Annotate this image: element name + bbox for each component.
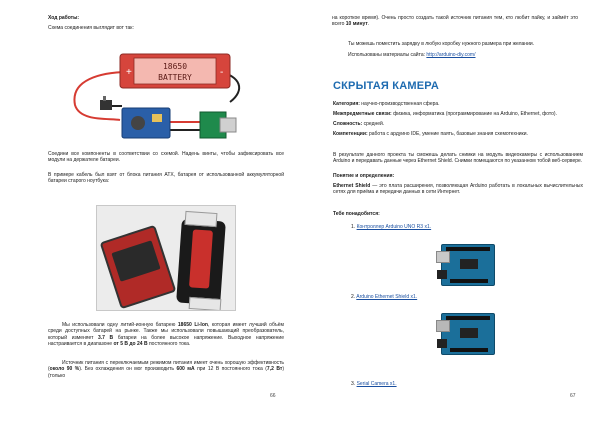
right-page [300, 0, 600, 424]
list-item: 2. Arduino Ethernet Shield x1. [351, 294, 418, 300]
used-paragraph: Мы использовали одну литий-ионную батарею 18650 Li-Ion, которая имеет лучший объём среди доступных батарей на рынке. Также мы использовали повышающий преобразователь, который изменяет 3.7 В батареи на более высокое напряжение. Выходное напряжение настраивается в диапазоне от 5 В до 24 В постоянного тока. [48, 322, 285, 348]
list-item: 1. Контроллер Arduino UNO R3 x1. [351, 224, 432, 230]
page-number-left: 66 [270, 393, 276, 399]
holder-cap-bottom [189, 297, 222, 311]
switch-lever [103, 96, 106, 101]
battery-cell [189, 229, 213, 288]
charger-photo [96, 205, 236, 311]
battery-line2: BATTERY [158, 73, 192, 82]
difficulty-line: Сложность: средней. [333, 121, 385, 127]
page-number-right: 67 [570, 393, 576, 399]
work-heading: Ход работы: [48, 15, 80, 21]
source-paragraph: Источник питания с переключаемым режимом питания имеет очень хорошую эффективность (около 90 %). Без охлаждения он мог производить 600 мА при 12 В постоянного тока (7,2 Вт) (только [48, 360, 285, 379]
materials-line: Использованы материалы сайта: http://arduino-diy.com/ [348, 52, 476, 58]
section-title: СКРЫТАЯ КАМЕРА [333, 80, 439, 92]
cable-paragraph: В примере кабель был взят от блока питания ATX, батарея от использованной аккумуляторной батареи старого ноутбука: [48, 172, 284, 185]
converter-pot [152, 114, 162, 122]
competencies-line: Компетенции: работа с ардуино IDE, умение паять, базовые знания схемотехники. [333, 131, 528, 137]
ethernet-shield-image [441, 313, 495, 355]
battery-plus: + [126, 67, 132, 78]
battery-line1: 18650 [162, 62, 188, 71]
battery-minus: - [220, 67, 224, 78]
usb-port [220, 118, 236, 132]
switch [100, 100, 112, 110]
wiring-diagram [60, 50, 250, 150]
concepts-heading: Понятие и определения: [333, 173, 395, 179]
boost-converter [122, 108, 170, 138]
need-heading: Тебе понадобится: [333, 211, 380, 217]
ethernet-paragraph: Ethernet Shield — это плата расширения, позволяющая Arduino работать в локальных вычислительных сетях для приёма и передачи данных в сети Интернет. [333, 183, 583, 196]
case-paragraph: Ты можешь поместить зарядку в любую коробку нужного размера при желании. [348, 41, 535, 47]
item-link[interactable]: Arduino Ethernet Shield x1. [356, 294, 418, 300]
scheme-caption: Схема соединения выглядит вот так: [48, 25, 134, 31]
holder-cap-top [185, 211, 218, 227]
connect-paragraph: Соедини все компоненты в соответствии со схемой. Надень винты, чтобы зафиксировать все модули на держателе батареи. [48, 151, 284, 164]
item-link[interactable]: Контроллер Arduino UNO R3 x1. [356, 224, 432, 230]
item-link[interactable]: Serial Camera x1. [356, 381, 397, 387]
materials-link[interactable]: http://arduino-diy.com/ [426, 52, 476, 58]
converter-coil [131, 116, 145, 130]
arduino-uno-image [441, 244, 495, 286]
links-line: Межпредметные связи: физика, информатика (программирование на Arduino, Ethernet, фото). [333, 111, 557, 117]
continued-paragraph: на короткое время). Очень просто создать такой источник питания тем, кто любит пайку, и займёт это всего 10 минут. [332, 15, 578, 28]
result-paragraph: В результате данного проекта ты сможешь делать снимки на модуль видеокамеры с использованием Arduino и передавать данные через Ethernet Shield. Снимки помещаются по указанном тобой веб-сервере. [333, 152, 583, 165]
category-line: Категория: научно-производственная сфера. [333, 101, 440, 107]
list-item: 3. Serial Camera x1. [351, 381, 397, 387]
